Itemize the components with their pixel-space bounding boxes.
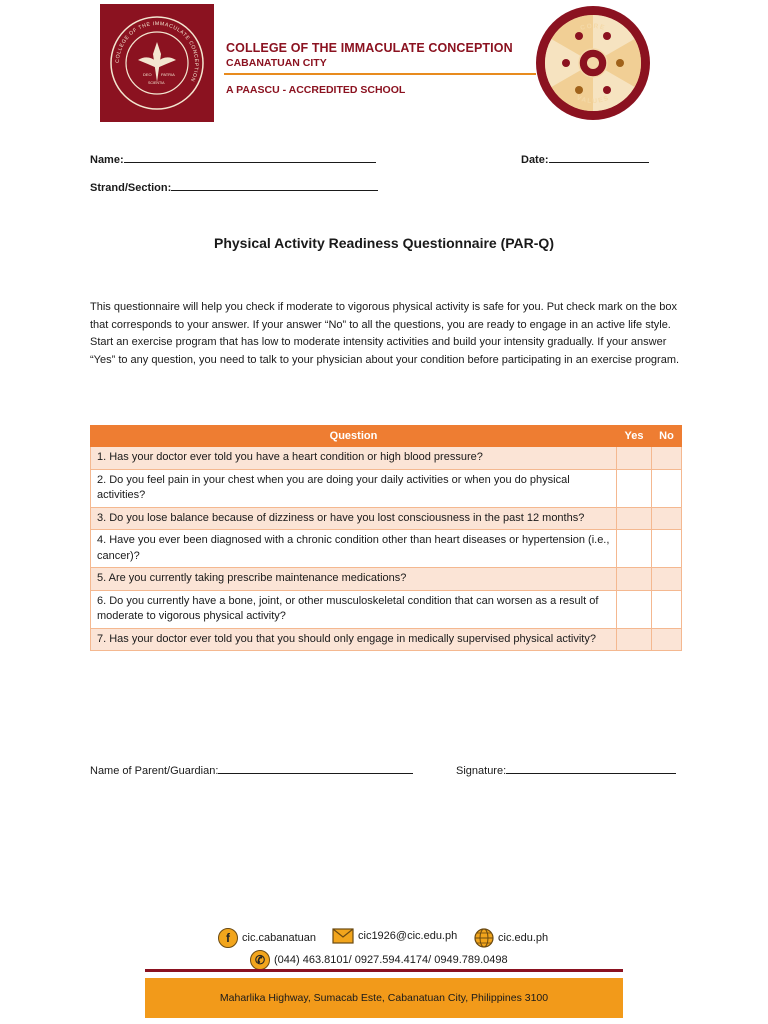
footer-divider [145,969,623,972]
strand-section-label: Strand/Section: [90,182,172,194]
signature-line[interactable] [506,762,676,774]
seal-emblem [100,4,214,122]
phone-numbers: (044) 463.8101/ 0927.594.4174/ 0949.789.0498 [274,954,508,966]
facebook-handle: cic.cabanatuan [242,932,316,944]
college-city: CABANATUAN CITY [226,57,327,69]
seal-motto-right: PATRIA [161,72,175,77]
footer-address-band [145,978,623,1018]
signature-label: Signature: [456,765,507,777]
table-row [91,590,682,628]
core-values-top-text: CORE [579,22,607,32]
website-contact[interactable] [474,928,548,948]
question-4-yes-box[interactable] [617,530,652,568]
question-3-no-box[interactable] [652,507,682,530]
core-values-logo [534,4,652,122]
question-2: 2. Do you feel pain in your chest when you are doing your daily activities or when you do physical activities? [91,469,617,507]
question-2-yes-box[interactable] [617,469,652,507]
strand-section-field[interactable] [90,179,378,194]
intro-paragraph: This questionnaire will help you check if moderate to vigorous physical activity is safe for you. Put check mark on the box that corresponds to your answer. If your answer “No” to all the questions, you are ready to engage in an active life style. Start an exercise program that has low to moderate intensity activities and build your intensity gradually. If your answer “Yes” to any question, you need to talk to your physician about your condition before participating in an exercise program. [90,301,680,366]
question-1-yes-box[interactable] [617,447,652,470]
question-column-header: Question [91,426,617,447]
question-6-no-box[interactable] [652,590,682,628]
question-6: 6. Do you currently have a bone, joint, or other musculoskeletal condition that can worsen as a result of moderate to vigorous physical activity? [91,590,617,628]
parq-table [90,425,682,651]
question-5: 5. Are you currently taking prescribe maintenance medications? [91,568,617,591]
no-column-header: No [652,426,682,447]
table-row [91,530,682,568]
table-row [91,469,682,507]
accreditation-label: A PAASCU - ACCREDITED SCHOOL [226,84,406,96]
phone-icon: ✆ [250,950,270,970]
core-values-bottom-text: VALUES [575,94,611,106]
college-name: COLLEGE OF THE IMMACULATE CONCEPTION [226,41,513,55]
question-5-yes-box[interactable] [617,568,652,591]
name-label: Name: [90,154,124,166]
question-4-no-box[interactable] [652,530,682,568]
question-3: 3. Do you lose balance because of dizziness or have you lost consciousness in the past 12 months? [91,507,617,530]
question-6-yes-box[interactable] [617,590,652,628]
date-line[interactable] [549,151,649,163]
yes-column-header: Yes [617,426,652,447]
envelope-icon [332,928,354,944]
email-contact[interactable] [332,928,457,944]
college-seal-logo [100,4,214,122]
question-1: 1. Has your doctor ever told you have a heart condition or high blood pressure? [91,447,617,470]
question-7-yes-box[interactable] [617,628,652,651]
seal-ring-text: COLLEGE OF THE IMMACULATE CONCEPTION [114,20,200,83]
website-url: cic.edu.ph [498,932,549,944]
table-row [91,447,682,470]
name-line[interactable] [124,151,376,163]
table-row [91,568,682,591]
question-1-no-box[interactable] [652,447,682,470]
parent-guardian-line[interactable] [218,762,413,774]
phone-contact[interactable] [250,950,508,970]
table-row [91,507,682,530]
header-divider [224,73,536,75]
name-field[interactable] [90,151,376,166]
seal-motto-left: DEO [143,72,152,77]
globe-icon [474,928,494,948]
facebook-icon: f [218,928,238,948]
question-5-no-box[interactable] [652,568,682,591]
facebook-contact[interactable] [218,928,316,948]
question-3-yes-box[interactable] [617,507,652,530]
parent-guardian-field[interactable] [90,762,413,777]
date-label: Date: [521,154,549,166]
parent-guardian-label: Name of Parent/Guardian: [90,765,219,777]
table-header-row [91,426,682,447]
table-row [91,628,682,651]
email-address: cic1926@cic.edu.ph [358,930,458,942]
question-4: 4. Have you ever been diagnosed with a chronic condition other than heart diseases or hypertension (i.e., cancer)? [91,530,617,568]
seal-motto-bottom: SCIENTIA [148,81,165,85]
document-title: Physical Activity Readiness Questionnaire (PAR-Q) [214,235,554,251]
question-7-no-box[interactable] [652,628,682,651]
question-7: 7. Has your doctor ever told you that you should only engage in medically supervised physical activity? [91,628,617,651]
strand-section-line[interactable] [171,179,378,191]
signature-field[interactable] [456,762,676,777]
campus-address: Maharlika Highway, Sumacab Este, Cabanatuan City, Philippines 3100 [219,992,549,1004]
question-2-no-box[interactable] [652,469,682,507]
date-field[interactable] [521,151,649,166]
